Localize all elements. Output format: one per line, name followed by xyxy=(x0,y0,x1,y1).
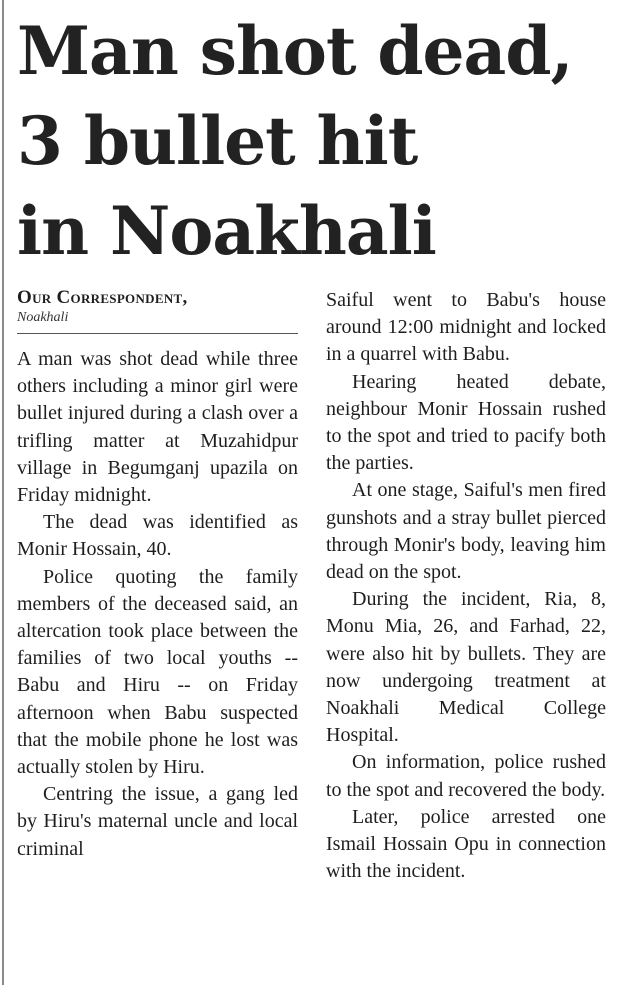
article-column-right xyxy=(326,287,606,885)
headline xyxy=(17,6,607,276)
body-paragraph: At one stage, Saiful's men fired gunshots and a stray bullet pierced through Monir's body, leaving him dead on the spot. xyxy=(326,479,606,584)
byline-name: Our Correspondent, xyxy=(17,287,188,308)
page-left-rule xyxy=(2,0,4,985)
body-paragraph: Police quoting the family members of the deceased said, an altercation took place between the families of two local youths -- Babu and Hiru -- on Friday afternoon when Babu suspected that the mobile phone he lost was actually stolen by Hiru. xyxy=(17,565,298,779)
body-paragraph: Hearing heated debate, neighbour Monir Hossain rushed to the spot and tried to pacify both the parties. xyxy=(326,370,606,475)
body-paragraph: During the incident, Ria, 8, Monu Mia, 26, and Farhad, 22, were also hit by bullets. They are now undergoing treatment at Noakhali Medical College Hospital. xyxy=(326,588,606,747)
article-column-left xyxy=(17,287,298,863)
headline-line: Man shot dead, xyxy=(17,12,573,90)
body-paragraph: The dead was identified as Monir Hossain, 40. xyxy=(17,511,298,561)
byline xyxy=(17,287,298,334)
body-paragraph: A man was shot dead while three others including a minor girl were bullet injured during a clash over a trifling matter at Muzahidpur village in Begumganj upazila on Friday midnight. xyxy=(17,348,298,507)
body-paragraph: Later, police arrested one Ismail Hossain Opu in connection with the incident. xyxy=(326,805,606,883)
headline-line: 3 bullet hit xyxy=(17,102,418,180)
body-paragraph: On information, police rushed to the spot and recovered the body. xyxy=(326,751,606,801)
headline-line: in Noakhali xyxy=(17,192,436,270)
body-paragraph: Centring the issue, a gang led by Hiru's maternal uncle and local criminal xyxy=(17,783,298,860)
byline-place: Noakhali xyxy=(17,310,69,325)
body-paragraph: Saiful went to Babu's house around 12:00 midnight and locked in a quarrel with Babu. xyxy=(326,289,606,366)
